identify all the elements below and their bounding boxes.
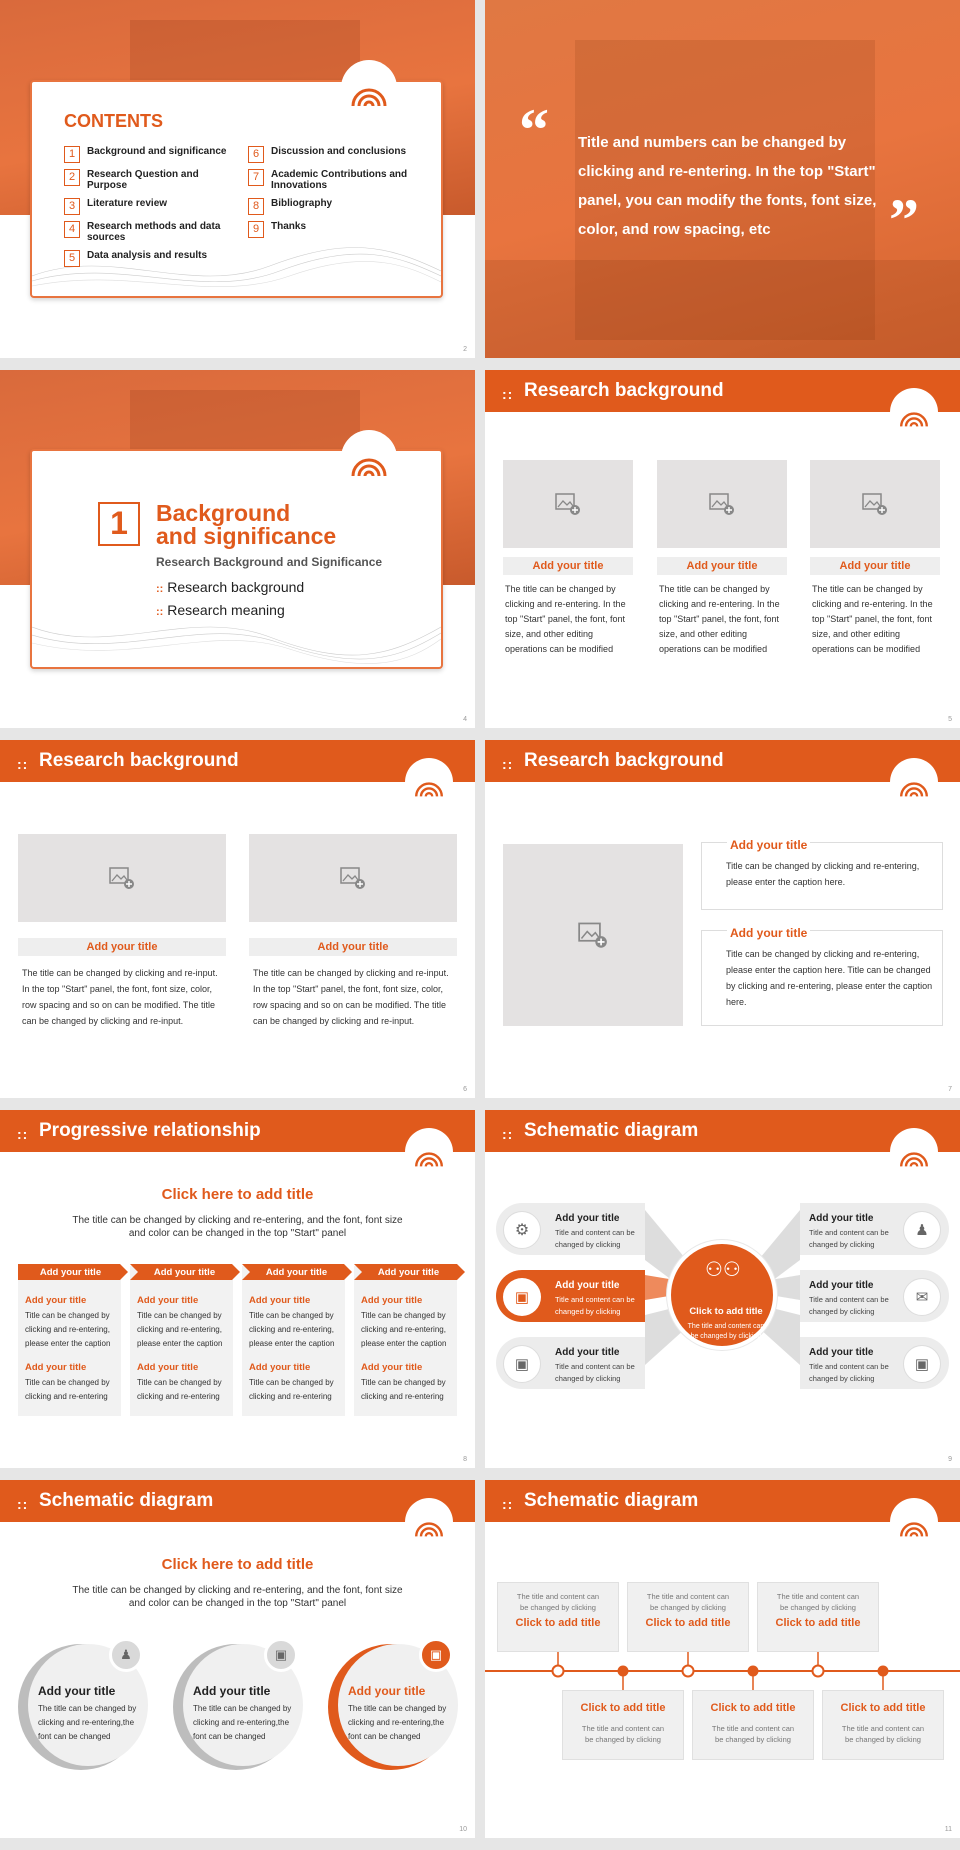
contents-number: 1 (64, 146, 80, 163)
contents-label: Research methods and data sources (87, 221, 221, 243)
node-text[interactable]: Title and content can be changed by clicking (555, 1362, 635, 1383)
contents-item-7[interactable] (248, 169, 433, 191)
image-placeholder[interactable] (810, 460, 940, 548)
arrow-label[interactable]: Add your title (377, 1267, 440, 1278)
center-text[interactable]: The title and content can be changed by clicking (687, 1323, 765, 1340)
open-quote-icon: “ (519, 97, 549, 163)
section-bullet-2[interactable]: :: Research meaning (156, 602, 285, 618)
presenter-icon: ▣ (514, 1289, 530, 1306)
circle-title[interactable]: Add your title (348, 1684, 426, 1698)
close-quote-icon: ” (889, 187, 919, 253)
chat-icon: ✉ (915, 1289, 929, 1306)
contents-item-9[interactable] (248, 221, 433, 243)
image-placeholder[interactable] (503, 844, 683, 1026)
card-title[interactable]: Add your title (18, 938, 226, 956)
contents-item-5[interactable] (64, 250, 244, 272)
image-add-icon (555, 492, 581, 516)
contents-label: Literature review (87, 198, 168, 209)
image-add-icon (109, 866, 135, 890)
contents-label: Academic Contributions and Innovations (271, 169, 408, 191)
header-dots-icon: :: (502, 386, 514, 402)
slide-title[interactable]: Click here to add title (161, 1186, 314, 1203)
slide-progressive-relationship[interactable] (0, 1110, 475, 1468)
node-text[interactable]: Title and content can be changed by clicking (809, 1228, 889, 1249)
header-dots-icon: :: (502, 1126, 514, 1142)
contents-label: Data analysis and results (87, 250, 208, 261)
box-title[interactable]: Add your title (727, 838, 810, 852)
card-text[interactable]: The title can be changed by clicking and re-entering. In the top "Start" panel, the font, font size, and other editing operations can be modified (659, 584, 780, 654)
node-title[interactable]: Add your title (555, 1280, 620, 1291)
column-text[interactable]: Title can be changed by clicking and re-entering, please enter the caption (25, 1311, 111, 1348)
column-subtitle[interactable]: Add your title (361, 1295, 423, 1306)
contents-number: 6 (248, 146, 264, 163)
arch-logo-icon (413, 1506, 445, 1538)
circle-text[interactable]: The title can be changed by clicking and re-entering,the font can be changed (193, 1704, 292, 1741)
teacher-icon: ▣ (914, 1356, 930, 1373)
slide-research-background-boxes[interactable] (485, 740, 960, 1098)
image-placeholder[interactable] (18, 834, 226, 922)
header-dots-icon: :: (17, 1126, 29, 1142)
circle-title[interactable]: Add your title (38, 1684, 116, 1698)
person-icon: ♟ (915, 1222, 929, 1239)
board-icon: ▣ (514, 1356, 530, 1373)
icon-badge (419, 1638, 453, 1672)
image-placeholder[interactable] (657, 460, 787, 548)
logo-badge (341, 60, 397, 116)
contents-title: CONTENTS (64, 111, 163, 131)
contents-number: 3 (64, 198, 80, 215)
card-title[interactable]: Add your title (810, 557, 940, 575)
logo-badge (890, 758, 938, 806)
slide-schematic-timeline[interactable] (485, 1480, 960, 1838)
arrow-label[interactable]: Add your title (39, 1267, 102, 1278)
page-number: 8 (463, 1456, 467, 1463)
slide-contents[interactable] (0, 0, 475, 358)
bullet-dots-icon: :: (156, 583, 164, 595)
contents-item-2[interactable] (64, 169, 244, 191)
image-placeholder[interactable] (249, 834, 457, 922)
box-title[interactable]: Add your title (727, 926, 810, 940)
contents-item-4[interactable] (64, 221, 244, 243)
node-circle[interactable] (903, 1211, 941, 1249)
arch-logo-icon (349, 438, 389, 478)
contents-label: Discussion and conclusions (271, 146, 407, 157)
logo-badge (405, 758, 453, 806)
column-text[interactable]: Title can be changed by clicking and re-entering (361, 1378, 446, 1401)
contents-item-3[interactable] (64, 198, 244, 220)
node-circle[interactable] (503, 1211, 541, 1249)
contents-number: 9 (248, 221, 264, 238)
arch-logo-icon (413, 766, 445, 798)
slide-schematic-circles[interactable] (0, 1480, 475, 1838)
slide-schematic-hub[interactable] (485, 1110, 960, 1468)
steps-shadow (485, 260, 960, 358)
column-text[interactable]: Title can be changed by clicking and re-entering, please enter the caption (361, 1311, 447, 1348)
section-subtitle: Research Background and Significance (156, 555, 383, 569)
node-text[interactable]: Title and content can be changed by clicking (809, 1362, 889, 1383)
arch-logo-icon (349, 68, 389, 108)
contents-item-8[interactable] (248, 198, 433, 220)
column-subtitle[interactable]: Add your title (25, 1362, 87, 1373)
people-icon: ⚇⚇ (705, 1259, 741, 1281)
section-title-line1[interactable]: Background (156, 500, 291, 526)
page-number: 6 (463, 1086, 467, 1093)
card-text[interactable]: The title can be changed by clicking and re-entering. In the top "Start" panel, the font, font size, and other editing operations can be modified (812, 584, 933, 654)
slide-header: :: Schematic diagram (485, 1110, 960, 1152)
page-number: 2 (463, 346, 467, 353)
box-text[interactable]: Title can be changed by clicking and re-entering, please enter the caption here. Title can be changed by clicking and re-entering, please enter the caption here. (726, 949, 933, 1007)
header-dots-icon: :: (502, 756, 514, 772)
timeline-text[interactable]: The title and content can be changed by clicking (711, 1724, 795, 1744)
column-text[interactable]: Title can be changed by clicking and re-entering, please enter the caption (137, 1311, 223, 1348)
page-number: 11 (944, 1826, 952, 1833)
card-title[interactable]: Add your title (249, 938, 457, 956)
column-subtitle[interactable]: Add your title (361, 1362, 423, 1373)
timeline-title[interactable]: Click to add title (840, 1702, 926, 1714)
slide-header: :: Schematic diagram (0, 1480, 475, 1522)
arrow-label[interactable]: Add your title (153, 1267, 216, 1278)
card-text[interactable]: The title can be changed by clicking and re-entering. In the top "Start" panel, the font, font size, and other editing operations can be modified (505, 584, 626, 654)
arch-logo-icon (898, 396, 930, 428)
slide-research-background-3[interactable] (485, 370, 960, 728)
image-add-icon (340, 866, 366, 890)
timeline-title[interactable]: Click to add title (775, 1617, 861, 1629)
node-text[interactable]: Title and content can be changed by clicking (555, 1295, 635, 1316)
card-text[interactable]: The title can be changed by clicking and re-input. In the top "Start" panel, the font, font size, color, row spacing and so on can be modified. The title can be changed by clicking and re-input. (22, 968, 218, 1026)
arch-logo-icon (898, 766, 930, 798)
node-circle[interactable] (903, 1345, 941, 1383)
header-dots-icon: :: (17, 1496, 29, 1512)
timeline-text[interactable]: The title and content can be changed by clicking (841, 1724, 925, 1744)
contents-number: 7 (248, 169, 264, 186)
column-subtitle[interactable]: Add your title (25, 1295, 87, 1306)
circle-title[interactable]: Add your title (193, 1684, 271, 1698)
node-title[interactable]: Add your title (555, 1347, 620, 1358)
timeline (485, 1480, 960, 1838)
circle-text[interactable]: The title can be changed by clicking and re-entering,the font can be changed (348, 1704, 447, 1741)
page-number: 10 (459, 1826, 467, 1833)
timeline-text[interactable]: The title and content can be changed by clicking (776, 1592, 860, 1612)
logo-badge (890, 388, 938, 436)
slide-subtitle[interactable]: The title can be changed by clicking and re-entering, and the font, font size and color can be changed in the top "Start" panel (72, 1215, 403, 1239)
logo-badge (341, 430, 397, 486)
slide-title[interactable]: Click here to add title (161, 1556, 314, 1573)
page-number: 5 (948, 716, 952, 723)
node-text[interactable]: Title and content can be changed by clicking (809, 1295, 889, 1316)
page-number: 4 (463, 716, 467, 723)
node-circle[interactable] (903, 1278, 941, 1316)
arrow-label[interactable]: Add your title (265, 1267, 328, 1278)
slide-quote[interactable] (485, 0, 960, 358)
slide-research-background-2[interactable] (0, 740, 475, 1098)
header-dots-icon: :: (17, 756, 29, 772)
contents-number: 4 (64, 221, 80, 238)
box-text[interactable]: Title can be changed by clicking and re-entering, please enter the caption here. (726, 861, 920, 887)
column-subtitle[interactable]: Add your title (249, 1362, 311, 1373)
slide-header: :: Research background (485, 370, 960, 412)
page-number: 7 (948, 1086, 952, 1093)
slide-header: :: Research background (0, 740, 475, 782)
timeline-title[interactable]: Click to add title (645, 1617, 731, 1629)
node-title[interactable]: Add your title (555, 1213, 620, 1224)
gear-icon: ⚙ (514, 1222, 530, 1239)
slide-header: :: Research background (485, 740, 960, 782)
slide-section-1[interactable] (0, 370, 475, 728)
icon-badge (109, 1638, 143, 1672)
column-subtitle[interactable]: Add your title (249, 1295, 311, 1306)
arrow-heads (0, 1110, 475, 1310)
timeline-title[interactable]: Click to add title (580, 1702, 666, 1714)
contents-label: Background and significance (87, 146, 227, 157)
image-add-icon (709, 492, 735, 516)
node-title[interactable]: Add your title (809, 1280, 874, 1291)
column-text[interactable]: Title can be changed by clicking and re-entering, please enter the caption (249, 1311, 335, 1348)
card-text[interactable]: The title can be changed by clicking and re-input. In the top "Start" panel, the font, font size, color, row spacing and so on can be modified. The title can be changed by clicking and re-input. (253, 968, 449, 1026)
contents-number: 8 (248, 198, 264, 215)
bullet-dots-icon: :: (156, 606, 164, 618)
node-title[interactable]: Add your title (809, 1347, 874, 1358)
node-circle[interactable] (503, 1345, 541, 1383)
section-title-line2[interactable]: and significance (156, 523, 337, 549)
slide-subtitle[interactable]: The title can be changed by clicking and re-entering, and the font, font size and color can be changed in the top "Start" panel (72, 1585, 403, 1609)
icon-badge (264, 1638, 298, 1672)
column-text[interactable]: Title can be changed by clicking and re-entering (249, 1378, 334, 1401)
contents-label: Thanks (271, 221, 307, 232)
contents-item-1[interactable] (64, 146, 244, 168)
column-subtitle[interactable]: Add your title (137, 1362, 199, 1373)
column-text[interactable]: Title can be changed by clicking and re-entering (137, 1378, 222, 1401)
contents-number: 5 (64, 250, 80, 267)
header-dots-icon: :: (502, 1496, 514, 1512)
image-add-icon (578, 921, 608, 949)
column-text[interactable]: Title can be changed by clicking and re-entering (25, 1378, 110, 1401)
contents-number: 2 (64, 169, 80, 186)
timeline-title[interactable]: Click to add title (515, 1617, 601, 1629)
contents-label: Bibliography (271, 198, 333, 209)
node-title[interactable]: Add your title (809, 1213, 874, 1224)
presenter-icon: ▣ (274, 1647, 288, 1662)
image-add-icon (862, 492, 888, 516)
slide-header: :: Progressive relationship (0, 1110, 475, 1152)
card-title[interactable]: Add your title (657, 557, 787, 575)
image-placeholder[interactable] (503, 460, 633, 548)
group-icon: ♟ (120, 1647, 132, 1662)
contents-item-6[interactable] (248, 146, 433, 168)
logo-badge (405, 1498, 453, 1546)
column-subtitle[interactable]: Add your title (137, 1295, 199, 1306)
section-number: 1 (98, 502, 140, 546)
section-bullet-1[interactable]: :: Research background (156, 579, 305, 595)
timeline-text[interactable]: The title and content can be changed by clicking (581, 1724, 665, 1744)
slide-header: :: Schematic diagram (485, 1480, 960, 1522)
node-text[interactable]: Title and content can be changed by clicking (555, 1228, 635, 1249)
card-title[interactable]: Add your title (503, 557, 633, 575)
timeline-text[interactable]: The title and content can be changed by clicking (516, 1592, 600, 1612)
contents-label: Research Question and Purpose (87, 169, 199, 191)
center-title[interactable]: Click to add title (689, 1306, 763, 1317)
timeline-text[interactable]: The title and content can be changed by clicking (646, 1592, 730, 1612)
timeline-title[interactable]: Click to add title (710, 1702, 796, 1714)
circle-text[interactable]: The title can be changed by clicking and re-entering,the font can be changed (38, 1704, 137, 1741)
quote-text[interactable]: Title and numbers can be changed by clicking and re-entering. In the top "Start" panel, you can modify the fonts, font size, color, and row spacing, etc (578, 134, 877, 238)
node-circle[interactable] (503, 1278, 541, 1316)
teacher-icon: ▣ (429, 1647, 443, 1662)
page-number: 9 (948, 1456, 952, 1463)
